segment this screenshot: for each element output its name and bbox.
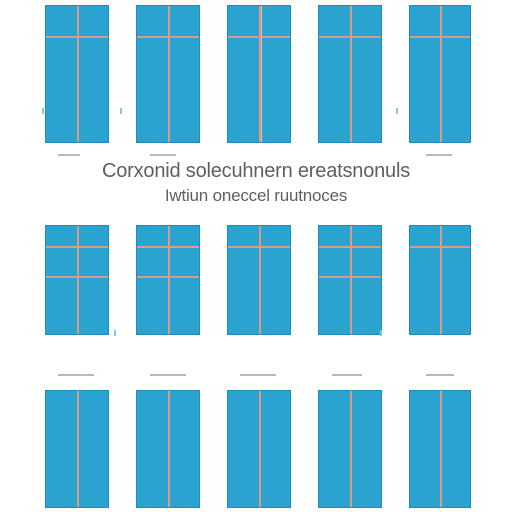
panel-3-4 bbox=[318, 390, 382, 508]
panel-2-1 bbox=[45, 225, 109, 335]
panel-1-4 bbox=[318, 5, 382, 143]
panel-1-3 bbox=[227, 5, 291, 143]
panel-1-1 bbox=[45, 5, 109, 143]
panel-3-5 bbox=[409, 390, 471, 508]
panel-1-5 bbox=[409, 5, 471, 143]
label-mark-8 bbox=[426, 374, 454, 376]
label-mark-6 bbox=[240, 374, 276, 376]
caption-line-2: Iwtiun oneccel ruutnoces bbox=[164, 186, 348, 205]
label-mark-1 bbox=[58, 154, 80, 156]
panel-3-1 bbox=[45, 390, 109, 508]
panel-1-2 bbox=[136, 5, 200, 143]
panel-2-5 bbox=[409, 225, 471, 335]
caption-line-1: Corxonid solecuhnern ereatsnonuls bbox=[101, 160, 411, 182]
panel-2-2 bbox=[136, 225, 200, 335]
label-mark-3 bbox=[426, 154, 452, 156]
label-mark-2 bbox=[150, 154, 176, 156]
label-mark-5 bbox=[150, 374, 186, 376]
panel-2-4 bbox=[318, 225, 382, 335]
label-mark-4 bbox=[58, 374, 94, 376]
label-mark-7 bbox=[332, 374, 362, 376]
panel-3-3 bbox=[227, 390, 291, 508]
panel-3-2 bbox=[136, 390, 200, 508]
panel-2-3 bbox=[227, 225, 291, 335]
